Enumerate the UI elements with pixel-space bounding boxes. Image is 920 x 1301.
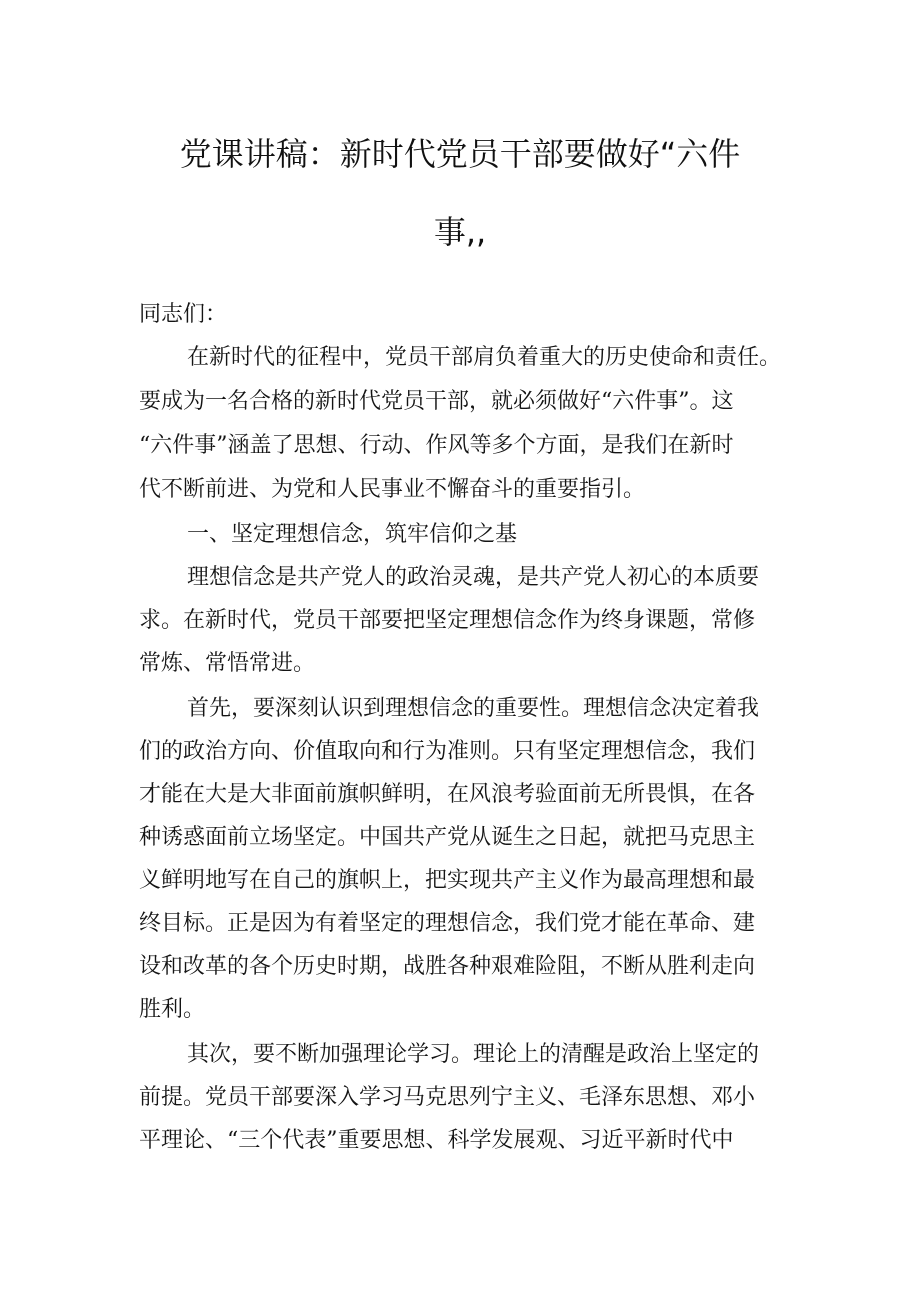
greeting: 同志们： (139, 302, 228, 327)
intro-line: 代不断前进、为党和人民事业不懈奋斗的重要指引。 (139, 477, 646, 502)
document-title-line-2: 事,, (433, 213, 487, 251)
paragraph-line: 终目标。正是因为有着坚定的理想信念，我们党才能在革命、建 (139, 911, 756, 936)
paragraph-line: 首先，要深刻认识到理想信念的重要性。理想信念决定着我 (187, 696, 760, 721)
paragraph-line: 求。在新时代，党员干部要把坚定理想信念作为终身课题，常修 (139, 608, 756, 633)
paragraph-line: 才能在大是大非面前旗帜鲜明，在风浪考验面前无所畏惧，在各 (139, 782, 756, 807)
paragraph-line: 胜利。 (139, 997, 206, 1022)
paragraph-line: 前提。党员干部要深入学习马克思列宁主义、毛泽东思想、邓小 (139, 1085, 756, 1110)
paragraph-line: 常炼、常悟常进。 (139, 651, 316, 676)
intro-line: “六件事”涵盖了思想、行动、作风等多个方面，是我们在新时 (139, 433, 734, 458)
paragraph-line: 平理论、“三个代表”重要思想、科学发展观、习近平新时代中 (139, 1128, 734, 1153)
paragraph-line: 其次，要不断加强理论学习。理论上的清醒是政治上坚定的 (187, 1042, 760, 1067)
paragraph-line: 种诱惑面前立场坚定。中国共产党从诞生之日起，就把马克思主 (139, 825, 756, 850)
document-title-line-1: 党课讲稿：新时代党员干部要做好“六件 (179, 135, 741, 173)
paragraph-line: 们的政治方向、价值取向和行为准则。只有坚定理想信念，我们 (139, 739, 756, 764)
intro-line: 要成为一名合格的新时代党员干部，就必须做好“六件事”。这 (139, 389, 734, 414)
section-heading: 一、坚定理想信念，筑牢信仰之基 (187, 522, 518, 547)
intro-line: 在新时代的征程中，党员干部肩负着重大的历史使命和责任。 (187, 345, 782, 370)
paragraph-line: 义鲜明地写在自己的旗帜上，把实现共产主义作为最高理想和最 (139, 868, 756, 893)
paragraph-line: 理想信念是共产党人的政治灵魂，是共产党人初心的本质要 (187, 565, 760, 590)
paragraph-line: 设和改革的各个历史时期，战胜各种艰难险阻，不断从胜利走向 (139, 954, 756, 979)
